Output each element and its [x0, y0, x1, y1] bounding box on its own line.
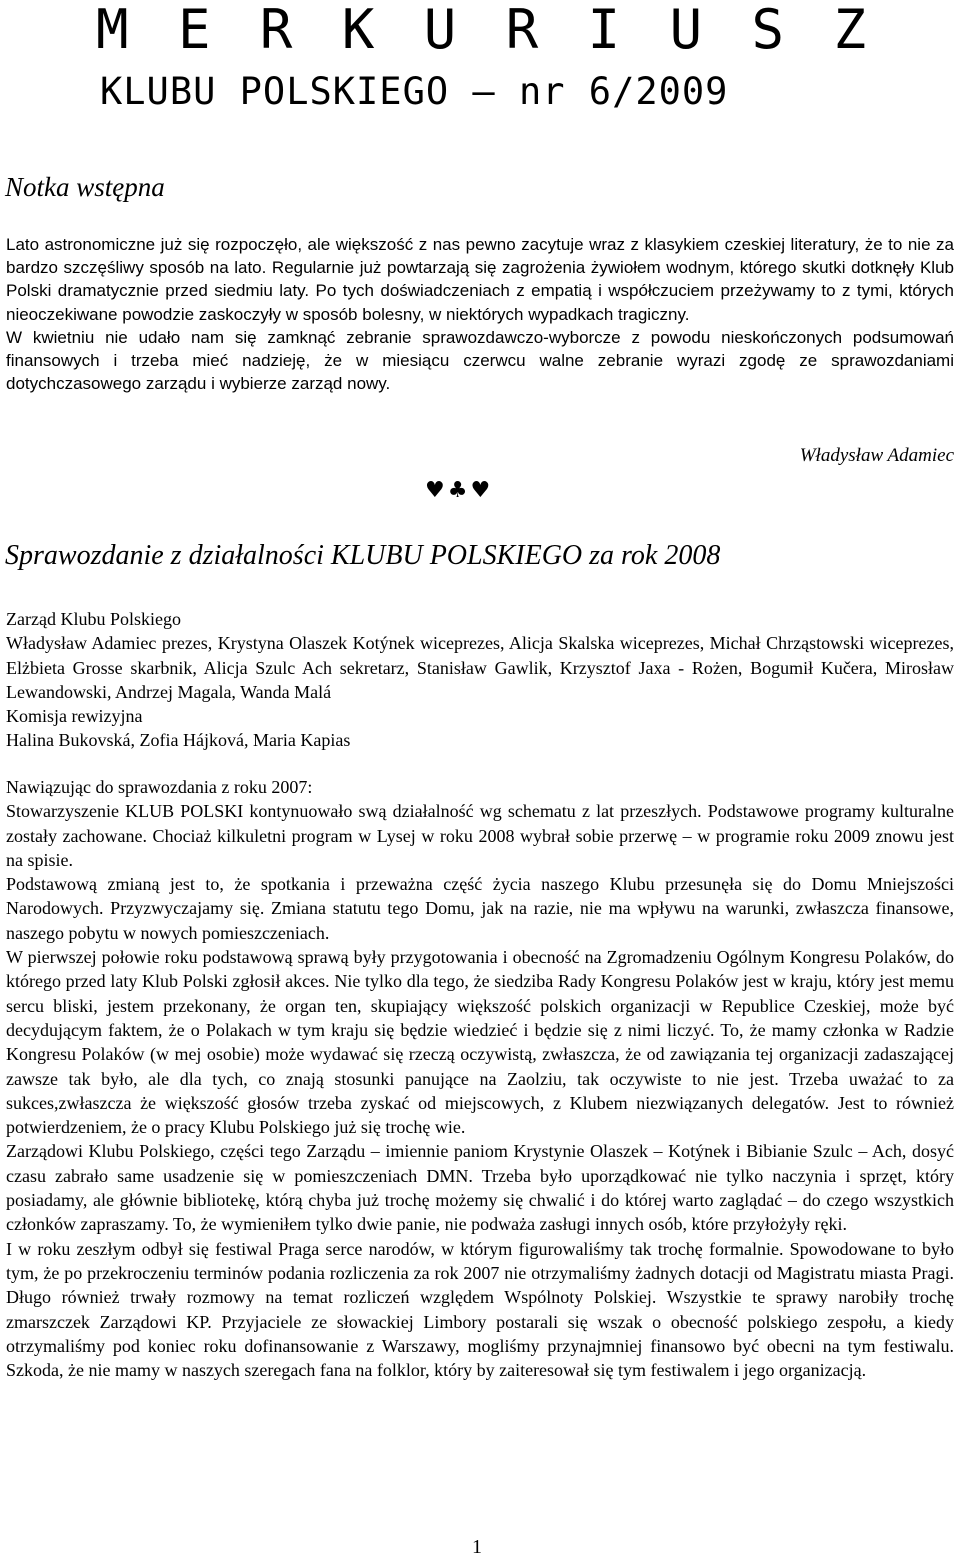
- notka-paragraph: W kwietniu nie udało nam się zamknąć zebranie sprawozdawczo-wyborcze z powodu nieskończonych podsumowań finansowych i trzeba mieć nadzieję, że w miesiącu czerwcu walne zebranie wyrazi zgodę ze sprawozdaniami dotychczasowego zarządu i wybierze zarząd nowy.: [6, 327, 954, 394]
- report-heading: Sprawozdanie z działalności KLUBU POLSKIEGO za rok 2008: [5, 540, 721, 571]
- masthead-letter: E: [177, 0, 211, 61]
- masthead-letter: S: [751, 0, 785, 61]
- notka-body: [6, 233, 954, 395]
- masthead-letter: U: [669, 0, 703, 61]
- masthead-subtitle: KLUBU POLSKIEGO – nr 6/2009: [100, 70, 729, 113]
- signature: Władysław Adamiec: [799, 445, 954, 466]
- board-members: Władysław Adamiec prezes, Krystyna Olaszek Kotýnek wiceprezes, Alicja Skalska wiceprezes, Michał Chrząstowski wiceprezes, Elżbieta Grosse skarbnik, Alicja Szulc Ach sekretarz, Stanisław Gawlik, Krzysztof Jaxa - Rożen, Bogumił Kučera, Mirosław Lewandowski, Andrzej Magala, Wanda Malá: [6, 633, 954, 702]
- report-paragraph: I w roku zeszłym odbył się festiwal Praga serce narodów, w którym figurowaliśmy tak trochę formalnie. Spowodowane to było tym, że po przekroczeniu terminów podania rozliczenia za rok 2007 nie otrzymaliśmy żadnych dotacji od Magistratu miasta Pragi. Długo również trwały rozmowy na temat rozliczeń względem Wspólnoty Polskiej. Wszystkie te sprawy narobiły trochę zmarszczek Zarządowi KP. Przyjaciele ze słowackiej Limbory postarali się wszak o obecność polskiego zespołu, a kiedy otrzymaliśmy pod koniec roku dofinansowanie z Warszawy, mogliśmy przynajmniej finansowo być obecni na tym festiwalu. Szkoda, że nie mamy w naszych szeregach fana na folklor, który by zaiteresował się tym festiwalem i jego organizacją.: [6, 1238, 954, 1381]
- masthead-letter: Z: [833, 0, 866, 61]
- masthead-letter: R: [505, 0, 539, 61]
- masthead-letter: K: [341, 0, 375, 61]
- board-section: [6, 607, 954, 753]
- report-paragraph: W pierwszej połowie roku podstawową sprawą były przygotowania i obecność na Zgromadzeniu Ogólnym Kongresu Polaków, do którego przed laty Klub Polski zgłosił akces. Nie tylko dla tego, że siedziba Rady Kongresu Polaków jest w kraju, który jest memu sercu bliski, jestem przekonany, że organ ten, skupiający większość polskich organizacji w Republice Czeskiej, może być decydującym faktem, że o Polakach w tym kraju się będzie wiedzieć i będzie się z nimi liczyć. To, że mamy członka w Radzie Kongresu Polaków (w mej osobie) może wydawać się rzeczą oczywistą, zwłaszcza, że od zawiązania tej organizacji zadaszającej zawsze tak było, ale dla tych, co znają stosunki panujące na Zaolziu, tak oczywiste to nie jest. Trzeba uważać to za sukces,zwłaszcza że większość głosów trzeba zyskać od miejscowych, z Klubem niezwiązanych delegatów. Jest to również potwierdzeniem, że o pracy Klubu Polskiego już się trochę wie.: [6, 947, 954, 1138]
- masthead-letter: U: [423, 0, 457, 61]
- audit-label: Komisja rewizyjna: [6, 706, 143, 727]
- masthead-letter: R: [259, 0, 293, 61]
- report-paragraph: Podstawową zmianą jest to, że spotkania i przeważna część życia naszego Klubu przesunęła się do Domu Mniejszości Narodowych. Przyzwyczajamy się. Zmiana statutu tego Domu, jak na razie, nie ma wpływu na warunki, zwłaszcza finansowe, naszego pobytu w nowych pomieszczeniach.: [6, 874, 954, 943]
- notka-heading: Notka wstępna: [5, 172, 165, 202]
- report-paragraph: Stowarzyszenie KLUB POLSKI kontynuowało swą działalność wg schematu z lat przeszłych. Podstawowe programy kulturalne zostały zachowane. Chociaż kilkuletni program w Lysej w roku 2008 wybrał sobie przerwę – w programie roku 2009 znowu jest na spisie.: [6, 801, 954, 870]
- masthead-title: [96, 0, 866, 60]
- masthead-letter: I: [587, 0, 621, 61]
- notka-paragraph: Lato astronomiczne już się rozpoczęło, ale większość z nas pewno zacytuje wraz z klasykiem czeskiej literatury, że to nie za bardzo szczęśliwy sposób na lato. Regularnie już powtarzają się zagrożenia żywiołem wodnym, którego skutki dotknęły Klub Polski dramatycznie przed siedmiu laty. Po tych doświadczeniach z empatią i współczuciem przeżywamy to z tymi, których nieoczekiwane powodzie zaskoczyły w sposób bolesny, w niektórych wypadkach tragiczny.: [6, 235, 954, 324]
- audit-members: Halina Bukovská, Zofia Hájková, Maria Kapias: [6, 730, 351, 751]
- ornament-hearts-club-icon: ♥♣♥: [425, 478, 494, 503]
- board-label: Zarząd Klubu Polskiego: [6, 609, 181, 629]
- page-number: 1: [472, 1536, 482, 1558]
- report-body: [6, 775, 954, 1382]
- report-intro: Nawiązując do sprawozdania z roku 2007:: [6, 777, 313, 797]
- masthead-letter: M: [96, 0, 129, 61]
- report-paragraph: Zarządowi Klubu Polskiego, części tego Zarządu – imiennie paniom Krystynie Olaszek – Kotýnek i Bibianie Szulc – Ach, dosyć czasu zabrało same usadzenie się w pomieszczeniach DMN. Trzeba było uporządkować nie tylko naczynia i sprzęt, który posiadamy, ale głównie bibliotekę, którą chyba już trochę możemy się chwalić i do której warto zaglądać – do czego wszystkich członków zapraszamy. To, że wymieniłem tylko dwie panie, nie podważa zasługi innych osób, które przyłożyły ręki.: [6, 1141, 954, 1235]
